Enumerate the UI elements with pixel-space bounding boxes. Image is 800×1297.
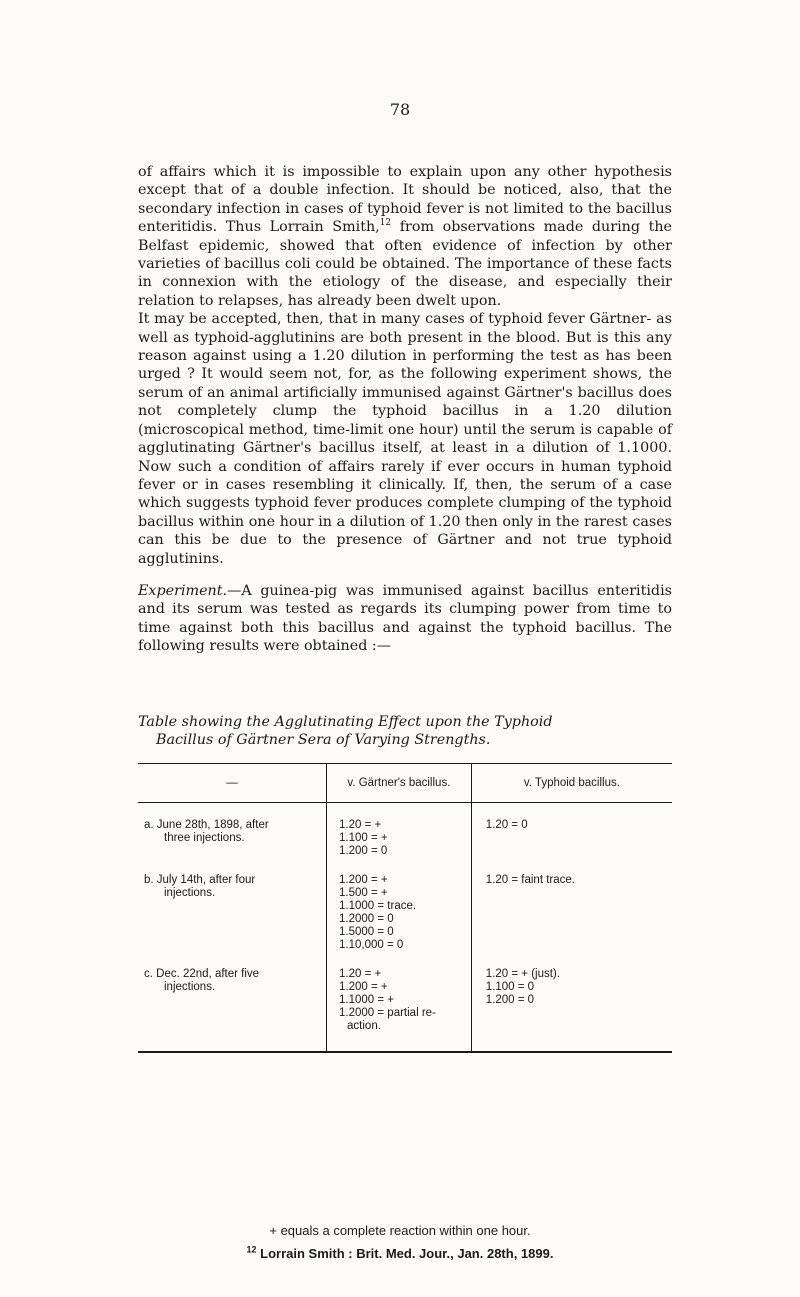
gartner-value: 1.20 = + — [339, 968, 382, 980]
row-label-line: b. July 14th, after four — [144, 874, 256, 886]
row-label — [138, 803, 327, 869]
agglutination-table — [138, 763, 672, 1053]
row-label — [138, 868, 327, 962]
body-text — [138, 163, 672, 656]
gartner-value: 1.200 = 0 — [339, 845, 388, 857]
gartner-value: 1.200 = + — [339, 874, 388, 886]
experiment-text: —A guinea-pig was immunised against bacillus enteritidis and its serum was tested as regards its clumping power from time to time against both this bacillus and against the typhoid bacillus. The following results were obtained :— — [138, 582, 672, 655]
gartner-value: 1.1000 = + — [339, 994, 395, 1006]
paragraph-2: It may be accepted, then, that in many cases of typhoid fever Gärtner- as well as typhoid-agglutinins are both present in the blood. But is this any reason against using a 1.20 dilution in performing the test as has been urged ? It would seem not, for, as the following experiment shows, the serum of an animal artificially immunised against Gärtner's bacillus does not completely clump the typhoid bacillus in a 1.20 dilution (microscopical method, time-limit one hour) until the serum is capable of agglutinating Gärtner's bacillus itself, at least in a dilution of 1.1000. Now such a condition of affairs rarely if ever occurs in human typhoid fever or in cases resembling it clinically. If, then, the serum of a case which suggests typhoid fever produces complete clumping of the typhoid bacillus within one hour in a dilution of 1.20 then only in the rarest cases can this be due to the presence of Gärtner and not true typhoid agglutinins. — [138, 311, 672, 567]
gartner-value: 1.100 = + — [339, 832, 388, 844]
row-label-line: c. Dec. 22nd, after five — [144, 968, 260, 980]
gartner-value: 1.1000 = trace. — [339, 900, 417, 912]
table-row — [138, 868, 672, 962]
gartner-value: 1.10,000 = 0 — [339, 939, 404, 951]
table-header-row — [138, 764, 672, 803]
header-gartner: v. Gärtner's bacillus. — [327, 764, 472, 803]
typhoid-value: 1.20 = + (just). — [485, 968, 560, 980]
gartner-value: 1.500 = + — [339, 887, 388, 899]
footnote-text: Lorrain Smith : Brit. Med. Jour., Jan. 28th, 1899. — [256, 1246, 554, 1261]
typhoid-value: 1.20 = 0 — [485, 819, 528, 831]
experiment-label: Experiment. — [138, 582, 228, 599]
typhoid-value: 1.20 = faint trace. — [485, 874, 575, 886]
header-typhoid: v. Typhoid bacillus. — [471, 764, 672, 803]
typhoid-values — [471, 803, 672, 869]
gartner-values — [327, 962, 472, 1052]
paragraph-1 — [138, 163, 672, 310]
footnote — [0, 1246, 800, 1261]
typhoid-values — [471, 962, 672, 1052]
typhoid-values — [471, 868, 672, 962]
table-caption — [138, 713, 672, 749]
table-row — [138, 803, 672, 869]
gartner-values — [327, 803, 472, 869]
footnote-number: 12 — [246, 1244, 257, 1255]
paragraph-3 — [138, 582, 672, 656]
typhoid-value: 1.200 = 0 — [485, 994, 535, 1006]
gartner-value: 1.2000 = partial re- — [339, 1007, 436, 1019]
gartner-value: 1.5000 = 0 — [339, 926, 394, 938]
typhoid-value: 1.100 = 0 — [485, 981, 535, 993]
gartner-values — [327, 868, 472, 962]
gartner-value: action. — [347, 1020, 381, 1032]
gartner-value: 1.200 = + — [339, 981, 388, 993]
table-row — [138, 962, 672, 1052]
gartner-value: 1.20 = + — [339, 819, 382, 831]
page-number: 78 — [389, 100, 411, 119]
row-label-line: a. June 28th, 1898, after — [144, 819, 269, 831]
table-caption-line-2: Bacillus of Gärtner Sera of Varying Strengths. — [156, 732, 491, 748]
row-label-line: three injections. — [164, 832, 245, 844]
paragraph-1-before: of affairs which it is impossible to explain upon any other hypothesis except that of a double infection. It should be noticed, also, that the secondary infection in cases of typhoid fever is not limited to the bacillus enteritidis. Thus Lorrain Smith, — [138, 164, 672, 236]
row-label-line: injections. — [164, 887, 216, 899]
table-legend: + equals a complete reaction within one hour. — [269, 1223, 531, 1238]
row-label — [138, 962, 327, 1052]
header-blank: — — [138, 764, 327, 803]
table-caption-line-1: Table showing the Agglutinating Effect upon the Typhoid — [138, 714, 553, 730]
footnote-ref[interactable]: 12 — [379, 218, 392, 229]
gartner-value: 1.2000 = 0 — [339, 913, 394, 925]
paragraph-1-after: from observations made during the Belfast epidemic, showed that often evidence of infection by other varieties of bacillus coli could be obtained. The importance of these facts in connexion with the etiology of the disease, and especially their relation to relapses, has already been dwelt upon. — [138, 219, 672, 309]
row-label-line: injections. — [164, 981, 216, 993]
